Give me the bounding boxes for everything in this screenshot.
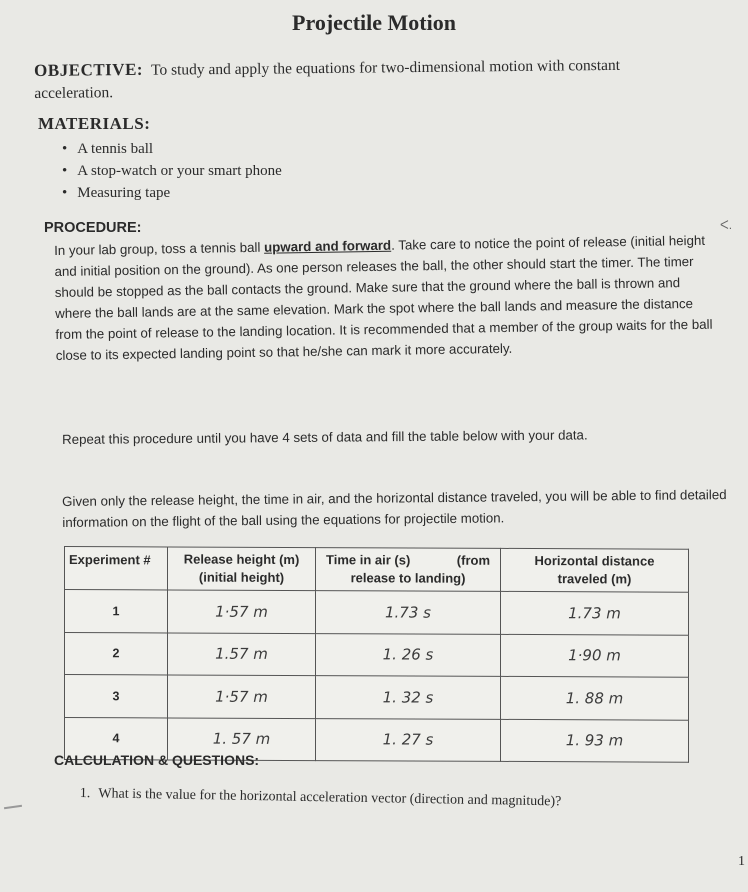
materials-item: • A tennis ball (62, 138, 282, 160)
cell-experiment: 3 (65, 675, 168, 718)
question-number: 1. (79, 786, 91, 802)
cell-experiment: 4 (65, 717, 168, 760)
header-horizontal-distance (501, 548, 689, 592)
cell-release-height: 1. 57 m (168, 717, 316, 760)
procedure-text-start: In your lab group, toss a tennis ball (54, 239, 265, 258)
cell-release-height: 1·57 m (168, 675, 316, 718)
cell-horizontal-distance: 1·90 m (501, 634, 689, 677)
cell-horizontal-distance: 1. 93 m (501, 719, 689, 762)
header-release-height (168, 547, 316, 591)
repeat-instruction: Repeat this procedure until you have 4 sets of data and fill the table below with your data. (62, 427, 588, 447)
objective-text: To study and apply the equations for two-dimensional motion with constant acceleration. (34, 56, 621, 102)
procedure-heading: PROCEDURE: (44, 220, 142, 236)
data-table-wrapper (64, 546, 688, 763)
cell-time-in-air: 1. 27 s (316, 718, 501, 761)
materials-list (62, 138, 282, 204)
cell-experiment: 1 (65, 590, 168, 633)
page-title: Projectile Motion (292, 10, 456, 35)
cell-time-in-air: 1. 26 s (316, 633, 501, 676)
corner-mark: ᐸ. (720, 218, 733, 232)
margin-mark (4, 805, 22, 809)
table-header-row (65, 547, 689, 593)
header-time-line1 (320, 551, 496, 570)
header-experiment: Experiment # (65, 547, 168, 590)
procedure-text (54, 230, 721, 366)
question-item (80, 786, 680, 812)
header-release-line2: (initial height) (198, 569, 285, 585)
cell-time-in-air: 1. 32 s (316, 676, 501, 719)
data-table (64, 546, 689, 763)
objective-section (34, 53, 674, 105)
header-release-line1: Release height (m) (183, 551, 300, 568)
objective-label: OBJECTIVE: (34, 59, 144, 80)
given-paragraph: Given only the release height, the time in air, and the horizontal distance traveled, you will be able to find detailed information on the flight of the ball using the equations for projectile motion. (62, 487, 727, 530)
procedure-text-rest: . Take care to notice the point of release (initial height and initial position on the ground). As one person releases the ball, the other should start the timer. The timer should be stopped as the ball contacts the ground. Make sure that the ground where the ball is thrown and where the ball lands are at the same elevation. Mark the spot where the ball lands and measure the distance from the point of release to the landing location. It is recommended that a member of the group waits for the ball close to its expected landing point so that he/she can mark it more accurately. (54, 232, 713, 363)
materials-item: • Measuring tape (62, 182, 282, 204)
calculation-heading: CALCULATION & QUESTIONS: (54, 752, 260, 768)
procedure-emphasis: upward and forward (263, 237, 392, 255)
table-row (65, 590, 689, 635)
page-number: 1 (738, 854, 745, 869)
header-distance-line1: Horizontal distance (534, 553, 655, 569)
cell-time-in-air: 1.73 s (316, 591, 501, 634)
cell-release-height: 1.57 m (168, 632, 316, 675)
header-time-right: (from (456, 552, 490, 568)
header-time-line2: release to landing) (350, 570, 466, 586)
cell-release-height: 1·57 m (168, 590, 316, 633)
materials-item: • A stop-watch or your smart phone (62, 160, 282, 182)
header-distance-line2: traveled (m) (557, 571, 632, 587)
question-text: What is the value for the horizontal acceleration vector (direction and magnitude)? (98, 786, 562, 810)
cell-experiment: 2 (65, 632, 168, 675)
header-time-in-air (316, 548, 501, 592)
table-row (65, 675, 689, 720)
cell-horizontal-distance: 1. 88 m (501, 676, 689, 719)
table-row (65, 632, 689, 677)
header-time-left: Time in air (s) (326, 552, 411, 568)
materials-heading: MATERIALS: (38, 114, 151, 133)
cell-horizontal-distance: 1.73 m (501, 591, 689, 634)
